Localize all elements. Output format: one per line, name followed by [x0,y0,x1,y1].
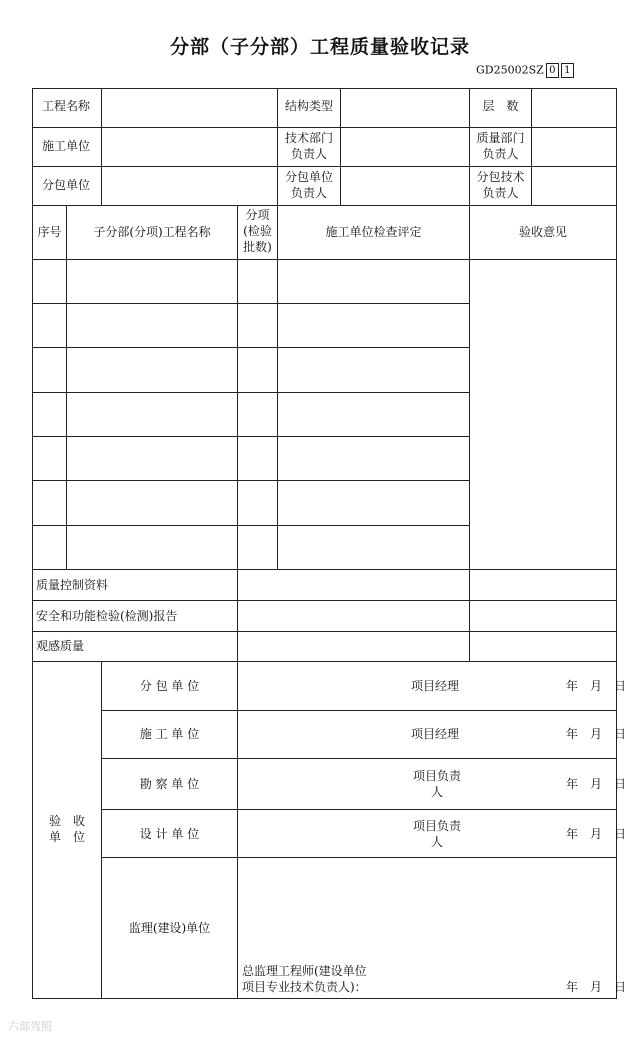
unit-survey-name: 勘 察 单 位 [139,777,200,791]
watermark: 六部驾照 [8,1020,52,1033]
unit-construction-date: 年 月 日 [566,727,627,741]
label-subcontractor: 分包单位 [42,178,91,192]
col-name: 子分部(分项)工程名称 [93,225,211,239]
unit-survey-date: 年 月 日 [566,777,627,791]
code-box-2: 1 [561,63,574,78]
unit-survey-role-1: 项目负责 [413,769,462,783]
label-quality-head-1: 质量部门 [476,131,525,145]
unit-supervisor-date: 年 月 日 [566,980,627,994]
row-appearance: 观感质量 [36,639,85,653]
label-sub-head-1: 分包单位 [284,170,333,184]
unit-construction-name: 施 工 单 位 [139,727,200,741]
row-quality-docs: 质量控制资料 [36,578,109,592]
unit-subcontract-name: 分 包 单 位 [139,679,200,693]
col-seq: 序号 [37,225,62,239]
unit-subcontract-date: 年 月 日 [566,679,627,693]
unit-supervisor-name: 监理(建设)单位 [128,921,211,935]
label-sub-tech-1: 分包技术 [476,170,525,184]
unit-design-role-2: 人 [431,835,444,849]
acceptance-label-2: 单 位 [48,830,85,844]
form-code [476,63,574,78]
form-code-prefix: GD25002SZ [476,63,544,77]
code-box-1: 0 [546,63,559,78]
unit-subcontract-role: 项目经理 [411,679,460,693]
unit-construction-role: 项目经理 [411,727,460,741]
document-title: 分部（子分部）工程质量验收记录 [169,36,470,58]
label-floors: 层 数 [482,99,519,113]
label-quality-head-2: 负责人 [482,147,519,161]
label-project-name: 工程名称 [42,99,91,113]
unit-survey-role-2: 人 [431,785,444,799]
col-opinion: 验收意见 [518,225,567,239]
supervisor-sign-2: 项目专业技术负责人)： [242,980,367,994]
label-tech-head-1: 技术部门 [284,131,333,145]
supervisor-sign-1: 总监理工程师(建设单位 [242,964,367,978]
unit-design-date: 年 月 日 [566,827,627,841]
col-lots-1: 分项 [245,208,270,222]
label-sub-head-2: 负责人 [290,186,327,200]
label-tech-head-2: 负责人 [290,147,327,161]
col-lots-3: 批数) [243,240,272,254]
unit-design-name: 设 计 单 位 [139,827,200,841]
label-sub-tech-2: 负责人 [482,186,519,200]
unit-design-role-1: 项目负责 [413,819,462,833]
label-structure-type: 结构类型 [284,99,333,113]
row-safety-report: 安全和功能检验(检测)报告 [36,609,178,623]
col-eval: 施工单位检查评定 [325,225,422,239]
acceptance-label-1: 验 收 [48,814,85,828]
col-lots-2: (检验 [243,224,272,238]
label-construction-unit: 施工单位 [42,139,91,153]
